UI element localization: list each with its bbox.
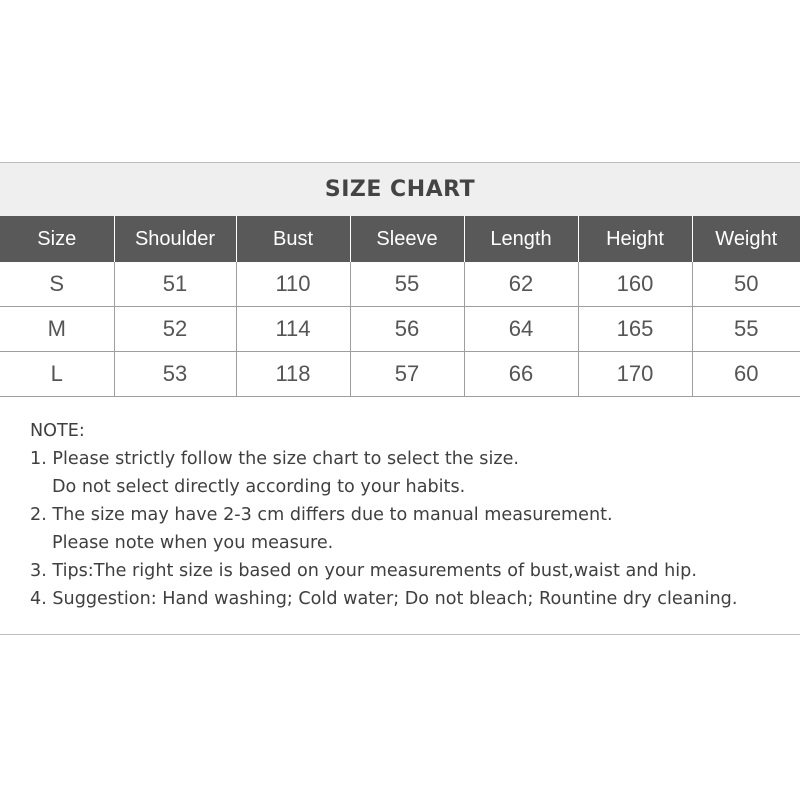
table-cell: 57 xyxy=(350,352,464,397)
notes-heading: NOTE: xyxy=(30,421,85,441)
table-cell: 110 xyxy=(236,262,350,307)
table-row xyxy=(0,307,800,352)
size-table xyxy=(0,216,800,397)
chart-title: SIZE CHART xyxy=(324,177,476,202)
table-cell: 52 xyxy=(114,307,236,352)
notes-section xyxy=(30,417,795,613)
note-line: 1. Please strictly follow the size chart to select the size. xyxy=(30,449,519,469)
column-header-bust: Bust xyxy=(236,216,350,262)
note-line: 3. Tips:The right size is based on your measurements of bust,waist and hip. xyxy=(30,561,697,581)
table-cell: 55 xyxy=(350,262,464,307)
table-cell: 62 xyxy=(464,262,578,307)
column-header-sleeve: Sleeve xyxy=(350,216,464,262)
table-cell: 64 xyxy=(464,307,578,352)
table-cell: 56 xyxy=(350,307,464,352)
note-line: 2. The size may have 2-3 cm differs due to manual measurement. xyxy=(30,505,613,525)
column-header-size: Size xyxy=(0,216,114,262)
table-cell: 51 xyxy=(114,262,236,307)
note-line: Do not select directly according to your habits. xyxy=(52,477,466,497)
column-header-height: Height xyxy=(578,216,692,262)
table-row xyxy=(0,262,800,307)
table-cell: 66 xyxy=(464,352,578,397)
table-cell: 165 xyxy=(578,307,692,352)
title-band xyxy=(0,163,800,216)
table-cell: 160 xyxy=(578,262,692,307)
size-chart-panel xyxy=(0,162,800,635)
table-cell: 60 xyxy=(692,352,800,397)
column-header-length: Length xyxy=(464,216,578,262)
column-header-shoulder: Shoulder xyxy=(114,216,236,262)
note-line: Please note when you measure. xyxy=(52,533,334,553)
table-cell: S xyxy=(0,262,114,307)
table-cell: 170 xyxy=(578,352,692,397)
table-cell: 118 xyxy=(236,352,350,397)
note-line: 4. Suggestion: Hand washing; Cold water; Do not bleach; Rountine dry cleaning. xyxy=(30,589,738,609)
table-header-row xyxy=(0,216,800,262)
table-cell: 114 xyxy=(236,307,350,352)
column-header-weight: Weight xyxy=(692,216,800,262)
table-cell: 50 xyxy=(692,262,800,307)
table-row xyxy=(0,352,800,397)
table-cell: 53 xyxy=(114,352,236,397)
table-cell: L xyxy=(0,352,114,397)
table-cell: M xyxy=(0,307,114,352)
table-cell: 55 xyxy=(692,307,800,352)
